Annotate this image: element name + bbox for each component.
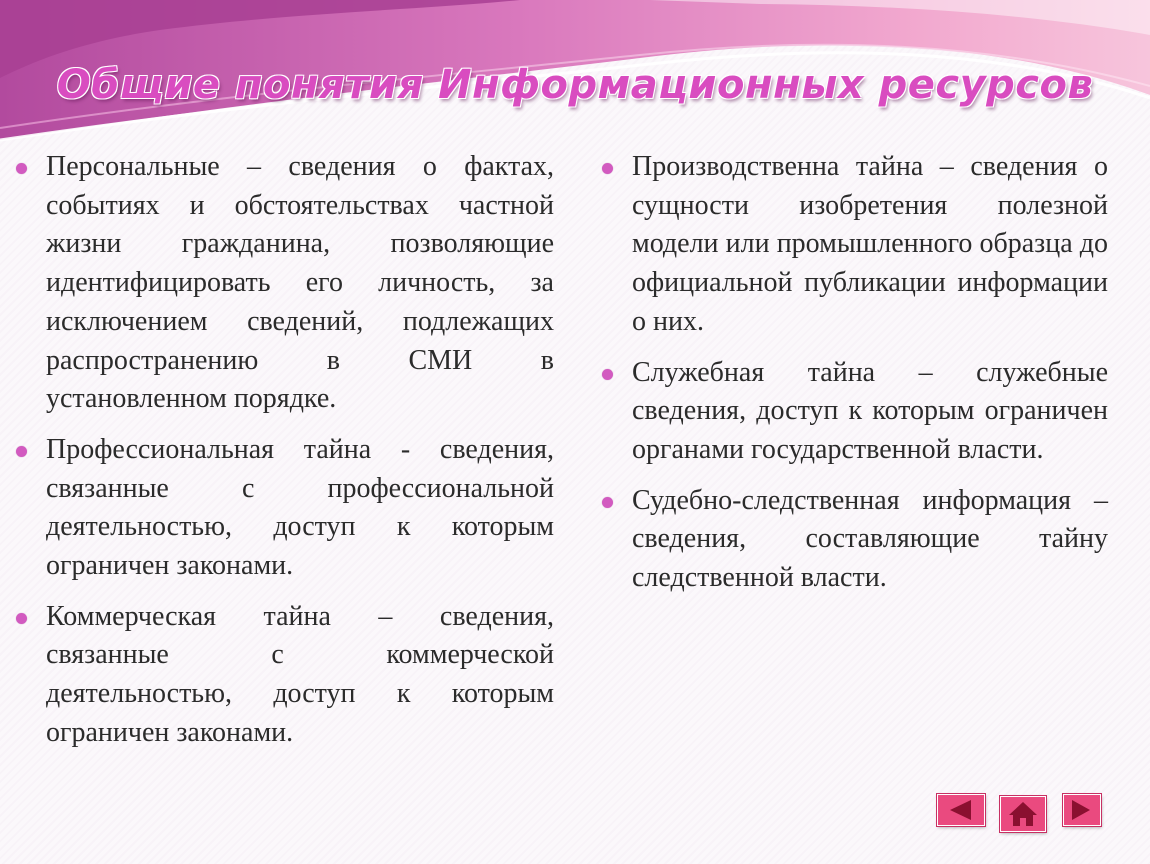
bullet-icon: [16, 163, 27, 174]
triangle-left-icon: [938, 795, 984, 825]
list-item-text: Служебная тайна – служебные сведения, доступ к которым ограничен органами государственной власти.: [632, 356, 1108, 465]
list-item-text: Судебно-следственная информация – сведения, составляющие тайну следственной власти.: [632, 484, 1108, 594]
left-bullet-list: [12, 148, 554, 753]
right-column: [598, 148, 1108, 610]
list-item: [598, 354, 1108, 470]
list-item: [598, 482, 1108, 598]
slide-title: Общие понятия Информационных ресурсов: [56, 62, 1094, 108]
bullet-icon: [16, 613, 27, 624]
list-item-text: Профессиональная тайна - сведения, связанные с профессиональной деятельностью, доступ к которым ограничен законами.: [46, 433, 554, 582]
list-item-text: Коммерческая тайна – сведения, связанные с коммерческой деятельностью, доступ к которым ограничен законами.: [46, 600, 554, 748]
bullet-icon: [602, 163, 613, 174]
bullet-icon: [602, 369, 613, 380]
bullet-icon: [602, 497, 613, 508]
list-item-text: Персональные – сведения о фактах, событиях и обстоятельствах частной жизни гражданина, позволяющие идентифицировать его личность, за исключением сведений, подлежащих распространению в СМИ в установленном порядке.: [46, 151, 554, 415]
triangle-right-icon: [1064, 795, 1100, 825]
bullet-icon: [16, 446, 27, 457]
list-item: [598, 148, 1108, 342]
right-bullet-list: [598, 148, 1108, 598]
list-item-text: Производственна тайна – сведения о сущности изобретения полезной модели или промышленного образца до официальной публикации информации о них.: [632, 151, 1108, 337]
list-item: [12, 431, 554, 586]
list-item: [12, 598, 554, 753]
home-icon: [1001, 797, 1045, 831]
list-item: [12, 148, 554, 419]
next-slide-button[interactable]: [1063, 794, 1101, 826]
prev-slide-button[interactable]: [937, 794, 985, 826]
home-button[interactable]: [1000, 796, 1046, 832]
left-column: [12, 148, 554, 765]
